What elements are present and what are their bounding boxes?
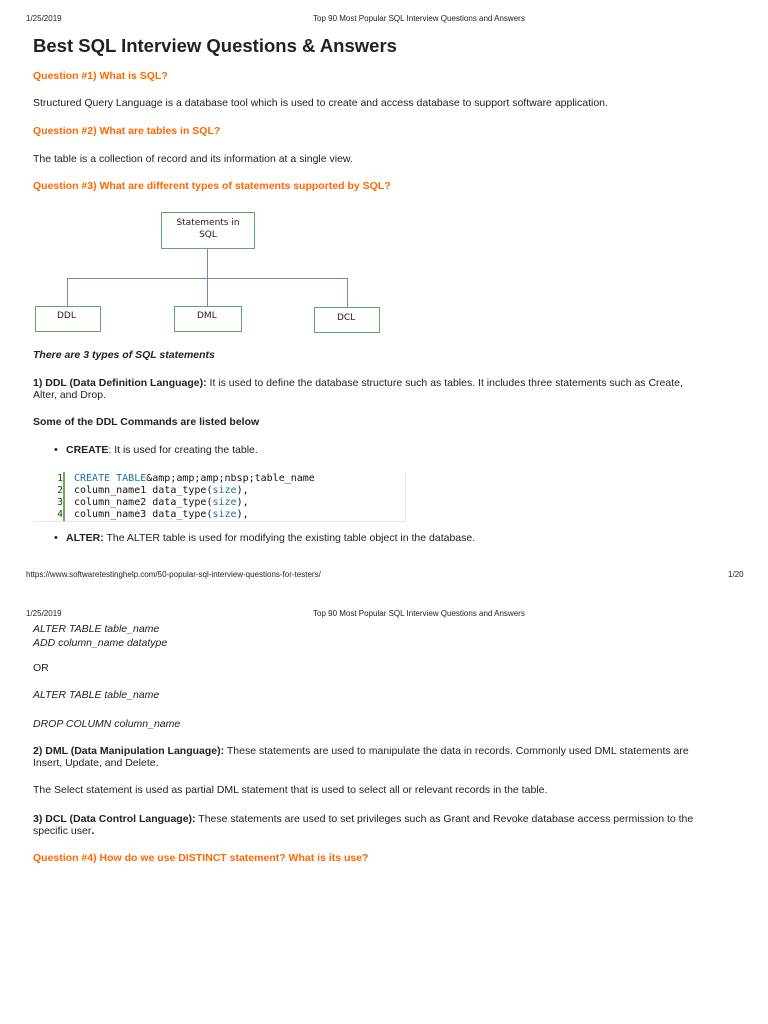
diagram-ddl-label: DDL [57, 311, 76, 321]
diagram-root-box [161, 212, 255, 249]
alter-bullet [66, 532, 475, 544]
code-line-text [74, 473, 315, 485]
diagram-dml-box [174, 306, 242, 332]
answer-2-text: The table is a collection of record and its information at a single view. [33, 153, 353, 165]
code-line-text [74, 497, 249, 509]
code-keyword: size [212, 485, 237, 496]
code-text: column_name2 data_type( [74, 497, 213, 508]
dml-text-line1: These statements are used to manipulate the data in records. Commonly used DML statements are [224, 745, 689, 757]
code-text-tail: ), [236, 497, 249, 508]
code-gutter-bar [63, 472, 65, 521]
page2-header-date: 1/25/2019 [26, 609, 62, 618]
or-text: OR [33, 662, 49, 674]
code-line-number: 3 [57, 497, 63, 508]
ddl-paragraph [33, 377, 733, 401]
diagram-root-label-line1: Statements in [176, 218, 240, 228]
question-3-heading: Question #3) What are different types of statements supported by SQL? [33, 180, 391, 192]
page-header-date: 1/25/2019 [26, 14, 62, 23]
diagram-dcl-label: DCL [337, 313, 356, 323]
code-keyword: size [212, 509, 237, 520]
code-text-tail: ), [236, 485, 249, 496]
dml-label: 2) DML (Data Manipulation Language): [33, 745, 225, 757]
page2-header-title: Top 90 Most Popular SQL Interview Questions and Answers [313, 609, 525, 618]
diagram-ddl-box [35, 306, 101, 332]
dcl-text-line2: specific user [33, 825, 92, 837]
create-bullet [66, 444, 258, 456]
code-text: &amp;amp;amp;nbsp;table_name [146, 473, 315, 484]
code-keyword: CREATE TABLE [74, 473, 147, 484]
create-text: : It is used for creating the table. [108, 444, 258, 456]
diagram-dcl-box [314, 307, 380, 333]
code-line-text [74, 509, 249, 521]
code-keyword: size [212, 497, 237, 508]
dcl-text-end: . [91, 825, 95, 837]
alter-label: ALTER: [66, 532, 104, 544]
alter-example-1-line2: ADD column_name datatype [33, 637, 168, 649]
alter-example-1 [33, 622, 167, 650]
alter-example-2-line1: ALTER TABLE table_name [33, 689, 160, 701]
dml-text-line2: Insert, Update, and Delete. [33, 757, 159, 769]
diagram-connector-vertical-root [207, 248, 208, 278]
question-2-heading: Question #2) What are tables in SQL? [33, 125, 221, 137]
ddl-label: 1) DDL (Data Definition Language): [33, 377, 207, 389]
code-line-text [74, 485, 249, 497]
code-text: column_name3 data_type( [74, 509, 213, 520]
alter-text: The ALTER table is used for modifying the existing table object in the database. [103, 532, 476, 544]
page-footer-number: 1/20 [728, 570, 744, 579]
create-label: CREATE [66, 444, 109, 456]
diagram-connector-dml [207, 278, 208, 307]
dcl-label: 3) DCL (Data Control Language): [33, 813, 196, 825]
code-text-tail: ), [236, 509, 249, 520]
code-line-number: 1 [57, 473, 63, 484]
diagram-root-label-line2: SQL [199, 230, 217, 240]
alter-example-1-line1: ALTER TABLE table_name [33, 623, 160, 635]
question-4-heading: Question #4) How do we use DISTINCT statement? What is its use? [33, 852, 369, 864]
alter-example-2-line2: DROP COLUMN column_name [33, 718, 181, 730]
code-text: column_name1 data_type( [74, 485, 213, 496]
page-header-title: Top 90 Most Popular SQL Interview Questions and Answers [313, 14, 525, 23]
diagram-dml-label: DML [197, 311, 217, 321]
question-1-heading: Question #1) What is SQL? [33, 70, 168, 82]
code-line-number: 4 [57, 509, 63, 520]
ddl-commands-heading: Some of the DDL Commands are listed below [33, 416, 260, 428]
types-heading: There are 3 types of SQL statements [33, 349, 215, 361]
dml-paragraph [33, 745, 733, 769]
ddl-text-line1: It is used to define the database structure such as tables. It includes three statements such as Create, [206, 377, 683, 389]
code-line-number: 2 [57, 485, 63, 496]
answer-1-text: Structured Query Language is a database tool which is used to create and access database to support software application. [33, 97, 608, 109]
code-block [33, 472, 406, 522]
diagram-connector-dcl [347, 278, 348, 308]
diagram-connector-ddl [67, 278, 68, 307]
page-footer-url[interactable]: https://www.softwaretestinghelp.com/50-popular-sql-interview-questions-for-testers/ [26, 570, 321, 579]
page-title: Best SQL Interview Questions & Answers [33, 35, 397, 56]
dcl-text-line1: These statements are used to set privileges such as Grant and Revoke database access permission to the [195, 813, 694, 825]
dcl-paragraph [33, 813, 733, 837]
ddl-text-line2: Alter, and Drop. [33, 389, 106, 401]
select-text: The Select statement is used as partial DML statement that is used to select all or relevant records in the table. [33, 784, 548, 796]
